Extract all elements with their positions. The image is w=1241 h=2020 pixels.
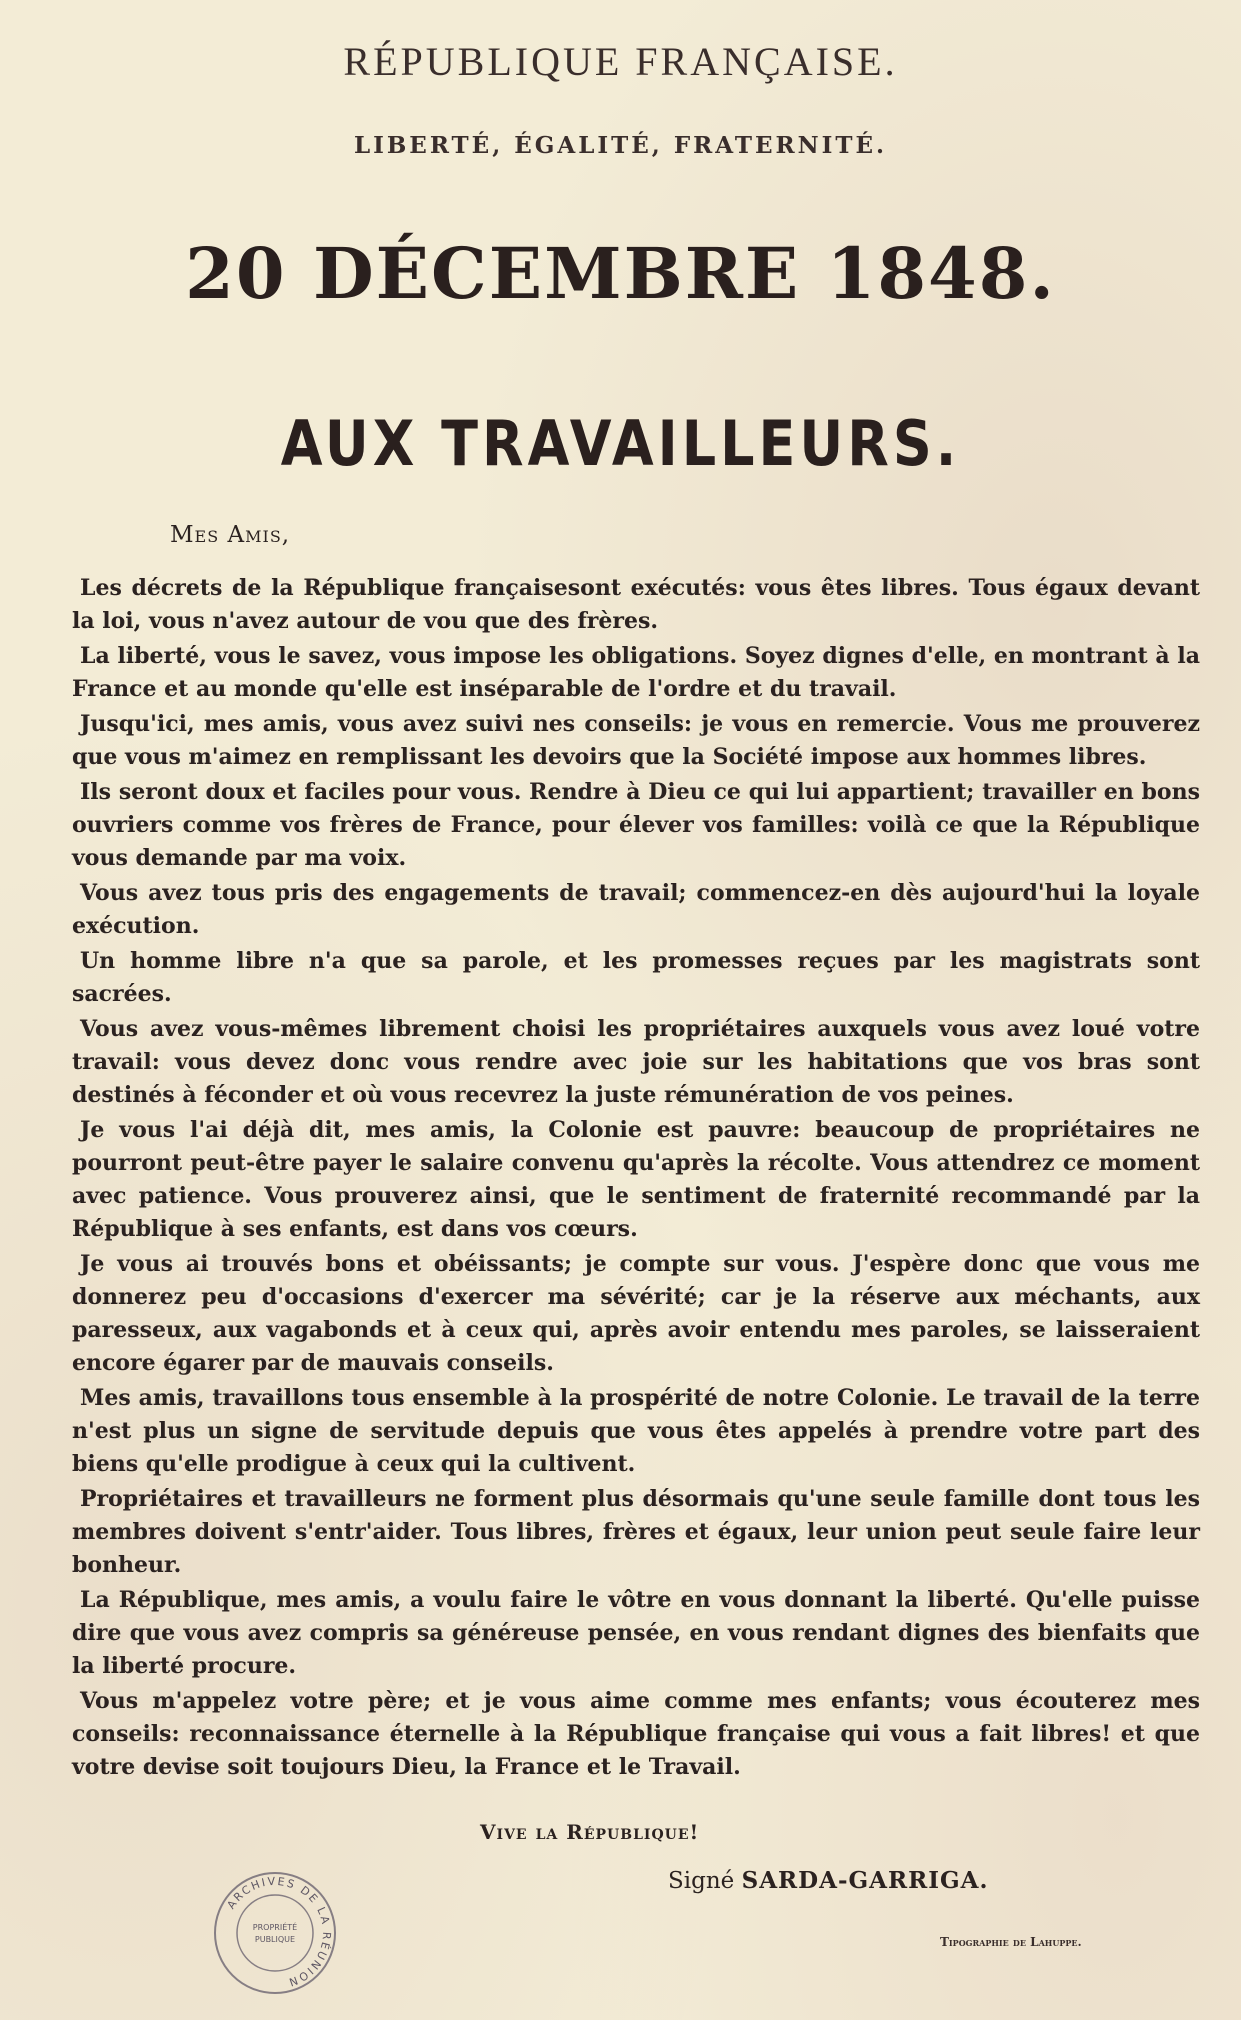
stamp-ring-text: ARCHIVES DE LA RÉUNION <box>224 1874 334 1990</box>
signature-name: SARDA-GARRIGA. <box>741 1867 989 1894</box>
paragraph-7: Vous avez vous-mêmes librement choisi les propriétaires auxquels vous avez loué votre travail: vous devez donc vous rendre avec joie sur les habitations que vos bras sont destinés à féconder et où vous recevrez la juste rémunération de vos peines. <box>72 1016 1200 1108</box>
signature <box>668 1867 988 1894</box>
archives-stamp-icon <box>210 1868 340 1998</box>
svg-text:ARCHIVES DE LA RÉUNION <box>224 1875 333 1989</box>
paragraph-8: Je vous l'ai déjà dit, mes amis, la Colonie est pauvre: beaucoup de propriétaires ne pourront peut-être payer le salaire convenu qu'après la récolte. Vous attendrez ce moment avec patience. Vous prouverez ainsi, que le sentiment de fraternité recommandé par la République à ses enfants, est dans vos cœurs. <box>72 1117 1200 1242</box>
closing-line: Vive la République! <box>480 1820 700 1844</box>
paragraph-11: Propriétaires et travailleurs ne forment plus désormais qu'une seule famille dont tous les membres doivent s'entr'aider. Tous libres, frères et égaux, leur union peut seule faire leur bonheur. <box>72 1486 1200 1578</box>
paragraph-1: Les décrets de la République françaisesont exécutés: vous êtes libres. Tous égaux devant la loi, vous n'avez autour de vou que des frères. <box>72 575 1200 634</box>
paragraph-4: Ils seront doux et faciles pour vous. Rendre à Dieu ce qui lui appartient; travailler en bons ouvriers comme vos frères de France, pour élever vos familles: voilà ce que la République vous demande par ma voix. <box>72 779 1200 871</box>
stamp-center-line1: PROPRIÉTÉ <box>252 1923 298 1932</box>
paragraph-12: La République, mes amis, a voulu faire le vôtre en vous donnant la liberté. Qu'elle puisse dire que vous avez compris sa généreuse pensée, en vous rendant dignes des bienfaits que la liberté procure. <box>72 1587 1200 1679</box>
stamp-center-line2: PUBLIQUE <box>254 1935 296 1944</box>
signature-prefix: Signé <box>668 1868 735 1894</box>
poster-title: AUX TRAVAILLEURS. <box>280 407 961 480</box>
paragraph-2: La liberté, vous le savez, vous impose les obligations. Soyez dignes d'elle, en montrant à la France et au monde qu'elle est inséparable de l'ordre et du travail. <box>72 643 1200 702</box>
paragraph-13: Vous m'appelez votre père; et je vous aime comme mes enfants; vous écouterez mes conseils: reconnaissance éternelle à la République française qui vous a fait libres! et que votre devise soit toujours Dieu, la France et le Travail. <box>72 1688 1200 1780</box>
proclamation-body <box>72 572 1200 1786</box>
paragraph-3: Jusqu'ici, mes amis, vous avez suivi nes conseils: je vous en remercie. Vous me prouverez que vous m'aimez en remplissant les devoirs que la Société impose aux hommes libres. <box>72 711 1200 770</box>
paragraph-10: Mes amis, travaillons tous ensemble à la prospérité de notre Colonie. Le travail de la terre n'est plus un signe de servitude depuis que vous êtes appelés à prendre votre part des biens qu'elle prodigue à ceux qui la cultivent. <box>72 1385 1200 1477</box>
date-heading: 20 DÉCEMBRE 1848. <box>185 232 1056 315</box>
motto-heading: LIBERTÉ, ÉGALITÉ, FRATERNITÉ. <box>353 132 888 159</box>
printer-credit: Tipographie de Lahuppe. <box>940 1935 1082 1949</box>
paragraph-6: Un homme libre n'a que sa parole, et les promesses reçues par les magistrats sont sacrées. <box>72 948 1200 1007</box>
republic-heading: RÉPUBLIQUE FRANÇAISE. <box>343 39 898 84</box>
paragraph-5: Vous avez tous pris des engagements de travail; commencez-en dès aujourd'hui la loyale exécution. <box>72 880 1200 939</box>
paragraph-9: Je vous ai trouvés bons et obéissants; je compte sur vous. J'espère donc que vous me donnerez peu d'occasions d'exercer ma sévérité; car je la réserve aux méchants, aux paresseux, aux vagabonds et à ceux qui, après avoir entendu mes paroles, se laisseraient encore égarer par de mauvais conseils. <box>72 1251 1200 1376</box>
salutation: Mes Amis, <box>170 522 291 548</box>
